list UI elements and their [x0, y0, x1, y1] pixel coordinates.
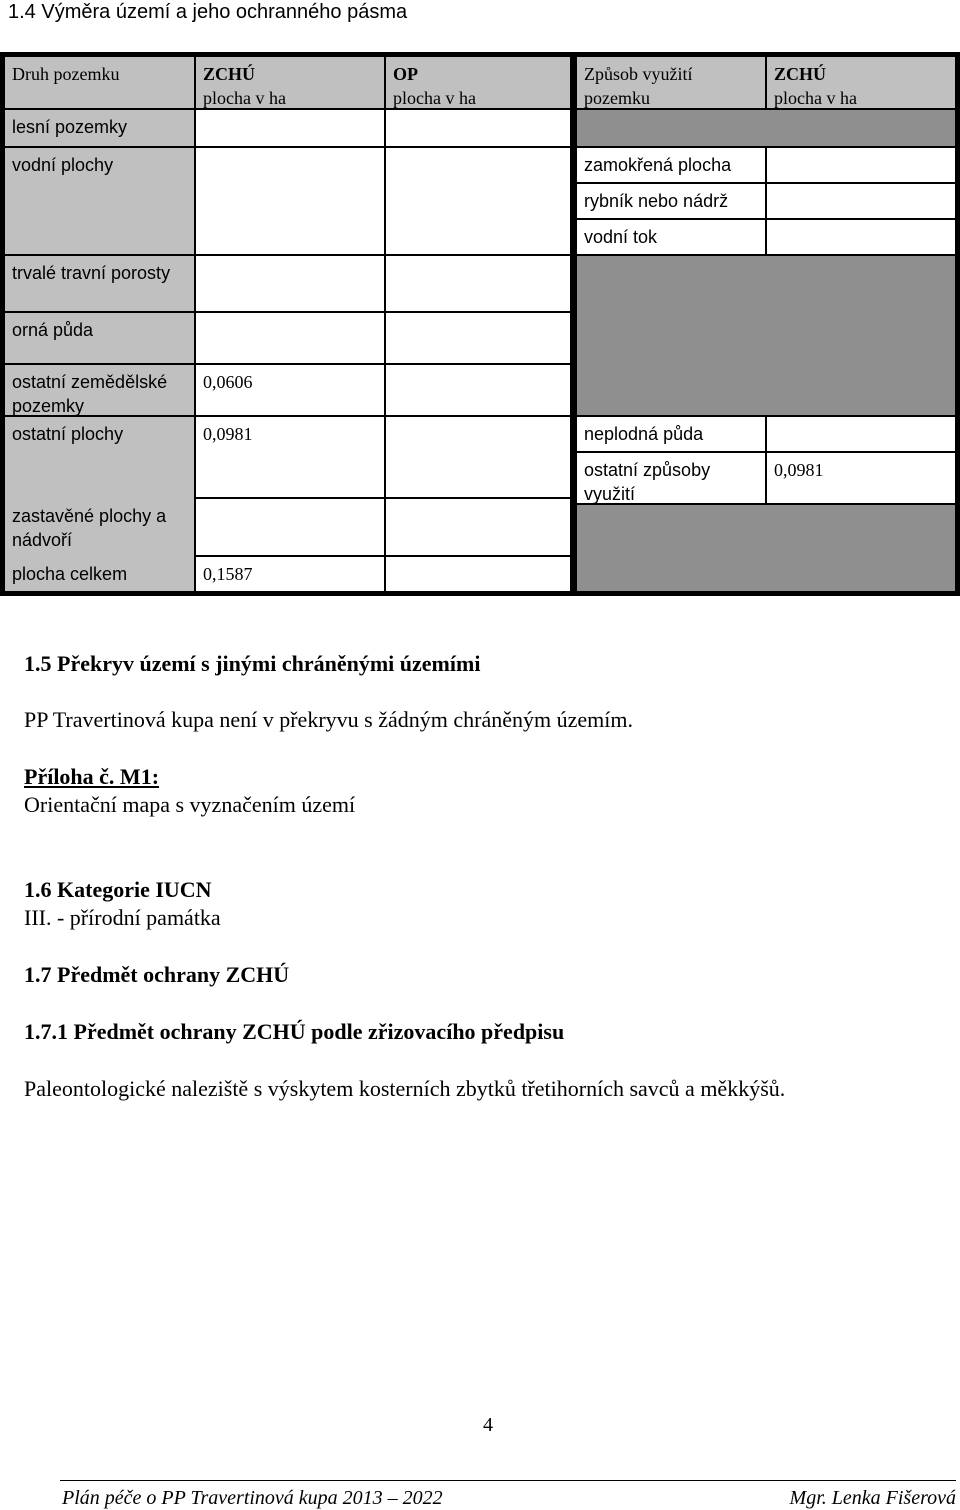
usage-rybnik: rybník nebo nádrž	[577, 184, 765, 218]
cell-zchu-zastavene	[196, 499, 384, 555]
area-table	[0, 52, 960, 596]
header-zchu	[196, 57, 384, 108]
cell-zchu-ostatni-zemedelske: 0,0606	[196, 365, 384, 415]
row-label-orna: orná půda	[5, 313, 194, 363]
header-zchu-unit: plocha v ha	[203, 88, 286, 108]
footer-divider	[60, 1480, 956, 1481]
cell-op-vodni	[386, 148, 570, 254]
usage-vodni-tok: vodní tok	[577, 220, 765, 254]
usage-ostatni-zpusoby-value: 0,0981	[767, 453, 955, 503]
section-heading-1-6: 1.6 Kategorie IUCN	[24, 877, 212, 902]
row-label-vodni: vodní plochy	[5, 148, 194, 254]
section-1-6-text: III. - přírodní památka	[24, 905, 221, 930]
section-heading-1-7-1: 1.7.1 Předmět ochrany ZCHÚ podle zřizovacího předpisu	[24, 1019, 565, 1044]
usage-vodni-tok-value	[767, 220, 955, 254]
cell-op-celkem	[386, 557, 570, 591]
cell-zchu-celkem: 0,1587	[196, 557, 384, 591]
shaded-agri	[577, 256, 955, 415]
shaded-lesni	[577, 110, 955, 146]
footer-author: Mgr. Lenka Fišerová	[789, 1487, 956, 1509]
footer-title: Plán péče o PP Travertinová kupa 2013 – 2022	[62, 1487, 443, 1509]
usage-neplodna: neplodná půda	[577, 417, 765, 451]
page-number: 4	[483, 1414, 493, 1436]
cell-zchu-ostatni-plochy: 0,0981	[196, 417, 384, 497]
header-op	[386, 57, 570, 108]
section-1-7-1-text: Paleontologické naleziště s výskytem kosterních zbytků třetihorních savců a měkkýšů.	[24, 1076, 786, 1101]
header-zchu-2-title: ZCHÚ	[774, 64, 827, 84]
header-zpusob-vyuziti: Způsob využití pozemku	[577, 57, 765, 108]
row-label-plocha-celkem: plocha celkem	[5, 557, 194, 591]
cell-op-zastavene	[386, 499, 570, 555]
row-label-ostatni-zemedelske: ostatní zemědělské pozemky	[5, 365, 194, 415]
shaded-bottom	[577, 505, 955, 591]
appendix-text: Orientační mapa s vyznačením území	[24, 792, 356, 817]
appendix-label: Příloha č. M1:	[24, 764, 160, 789]
row-label-ostatni-plochy: ostatní plochy	[5, 417, 194, 564]
header-op-unit: plocha v ha	[393, 88, 476, 108]
section-heading-1-4: 1.4 Výměra území a jeho ochranného pásma	[8, 1, 408, 23]
cell-op-lesni	[386, 110, 570, 146]
row-label-lesni: lesní pozemky	[5, 110, 194, 146]
section-heading-1-7: 1.7 Předmět ochrany ZCHÚ	[24, 962, 290, 987]
usage-zamokrena: zamokřená plocha	[577, 148, 765, 182]
section-1-5-text: PP Travertinová kupa není v překryvu s žádným chráněným územím.	[24, 707, 633, 732]
row-label-zastavene: zastavěné plochy a nádvoří	[5, 499, 194, 555]
header-zchu-title: ZCHÚ	[203, 64, 256, 84]
row-label-trvale: trvalé travní porosty	[5, 256, 194, 311]
header-druh-pozemku: Druh pozemku	[5, 57, 194, 108]
usage-neplodna-value	[767, 417, 955, 451]
cell-op-ostatni-zemedelske	[386, 365, 570, 415]
cell-zchu-trvale	[196, 256, 384, 311]
section-heading-1-5: 1.5 Překryv území s jinými chráněnými územími	[24, 651, 481, 676]
usage-rybnik-value	[767, 184, 955, 218]
cell-op-ostatni-plochy	[386, 417, 570, 497]
cell-zchu-orna	[196, 313, 384, 363]
header-zchu-2	[767, 57, 955, 108]
cell-zchu-lesni	[196, 110, 384, 146]
usage-zamokrena-value	[767, 148, 955, 182]
cell-op-orna	[386, 313, 570, 363]
header-op-title: OP	[393, 64, 418, 84]
cell-op-trvale	[386, 256, 570, 311]
usage-ostatni-zpusoby: ostatní způsoby využití	[577, 453, 765, 503]
cell-zchu-vodni	[196, 148, 384, 254]
header-zchu-2-unit: plocha v ha	[774, 88, 857, 108]
